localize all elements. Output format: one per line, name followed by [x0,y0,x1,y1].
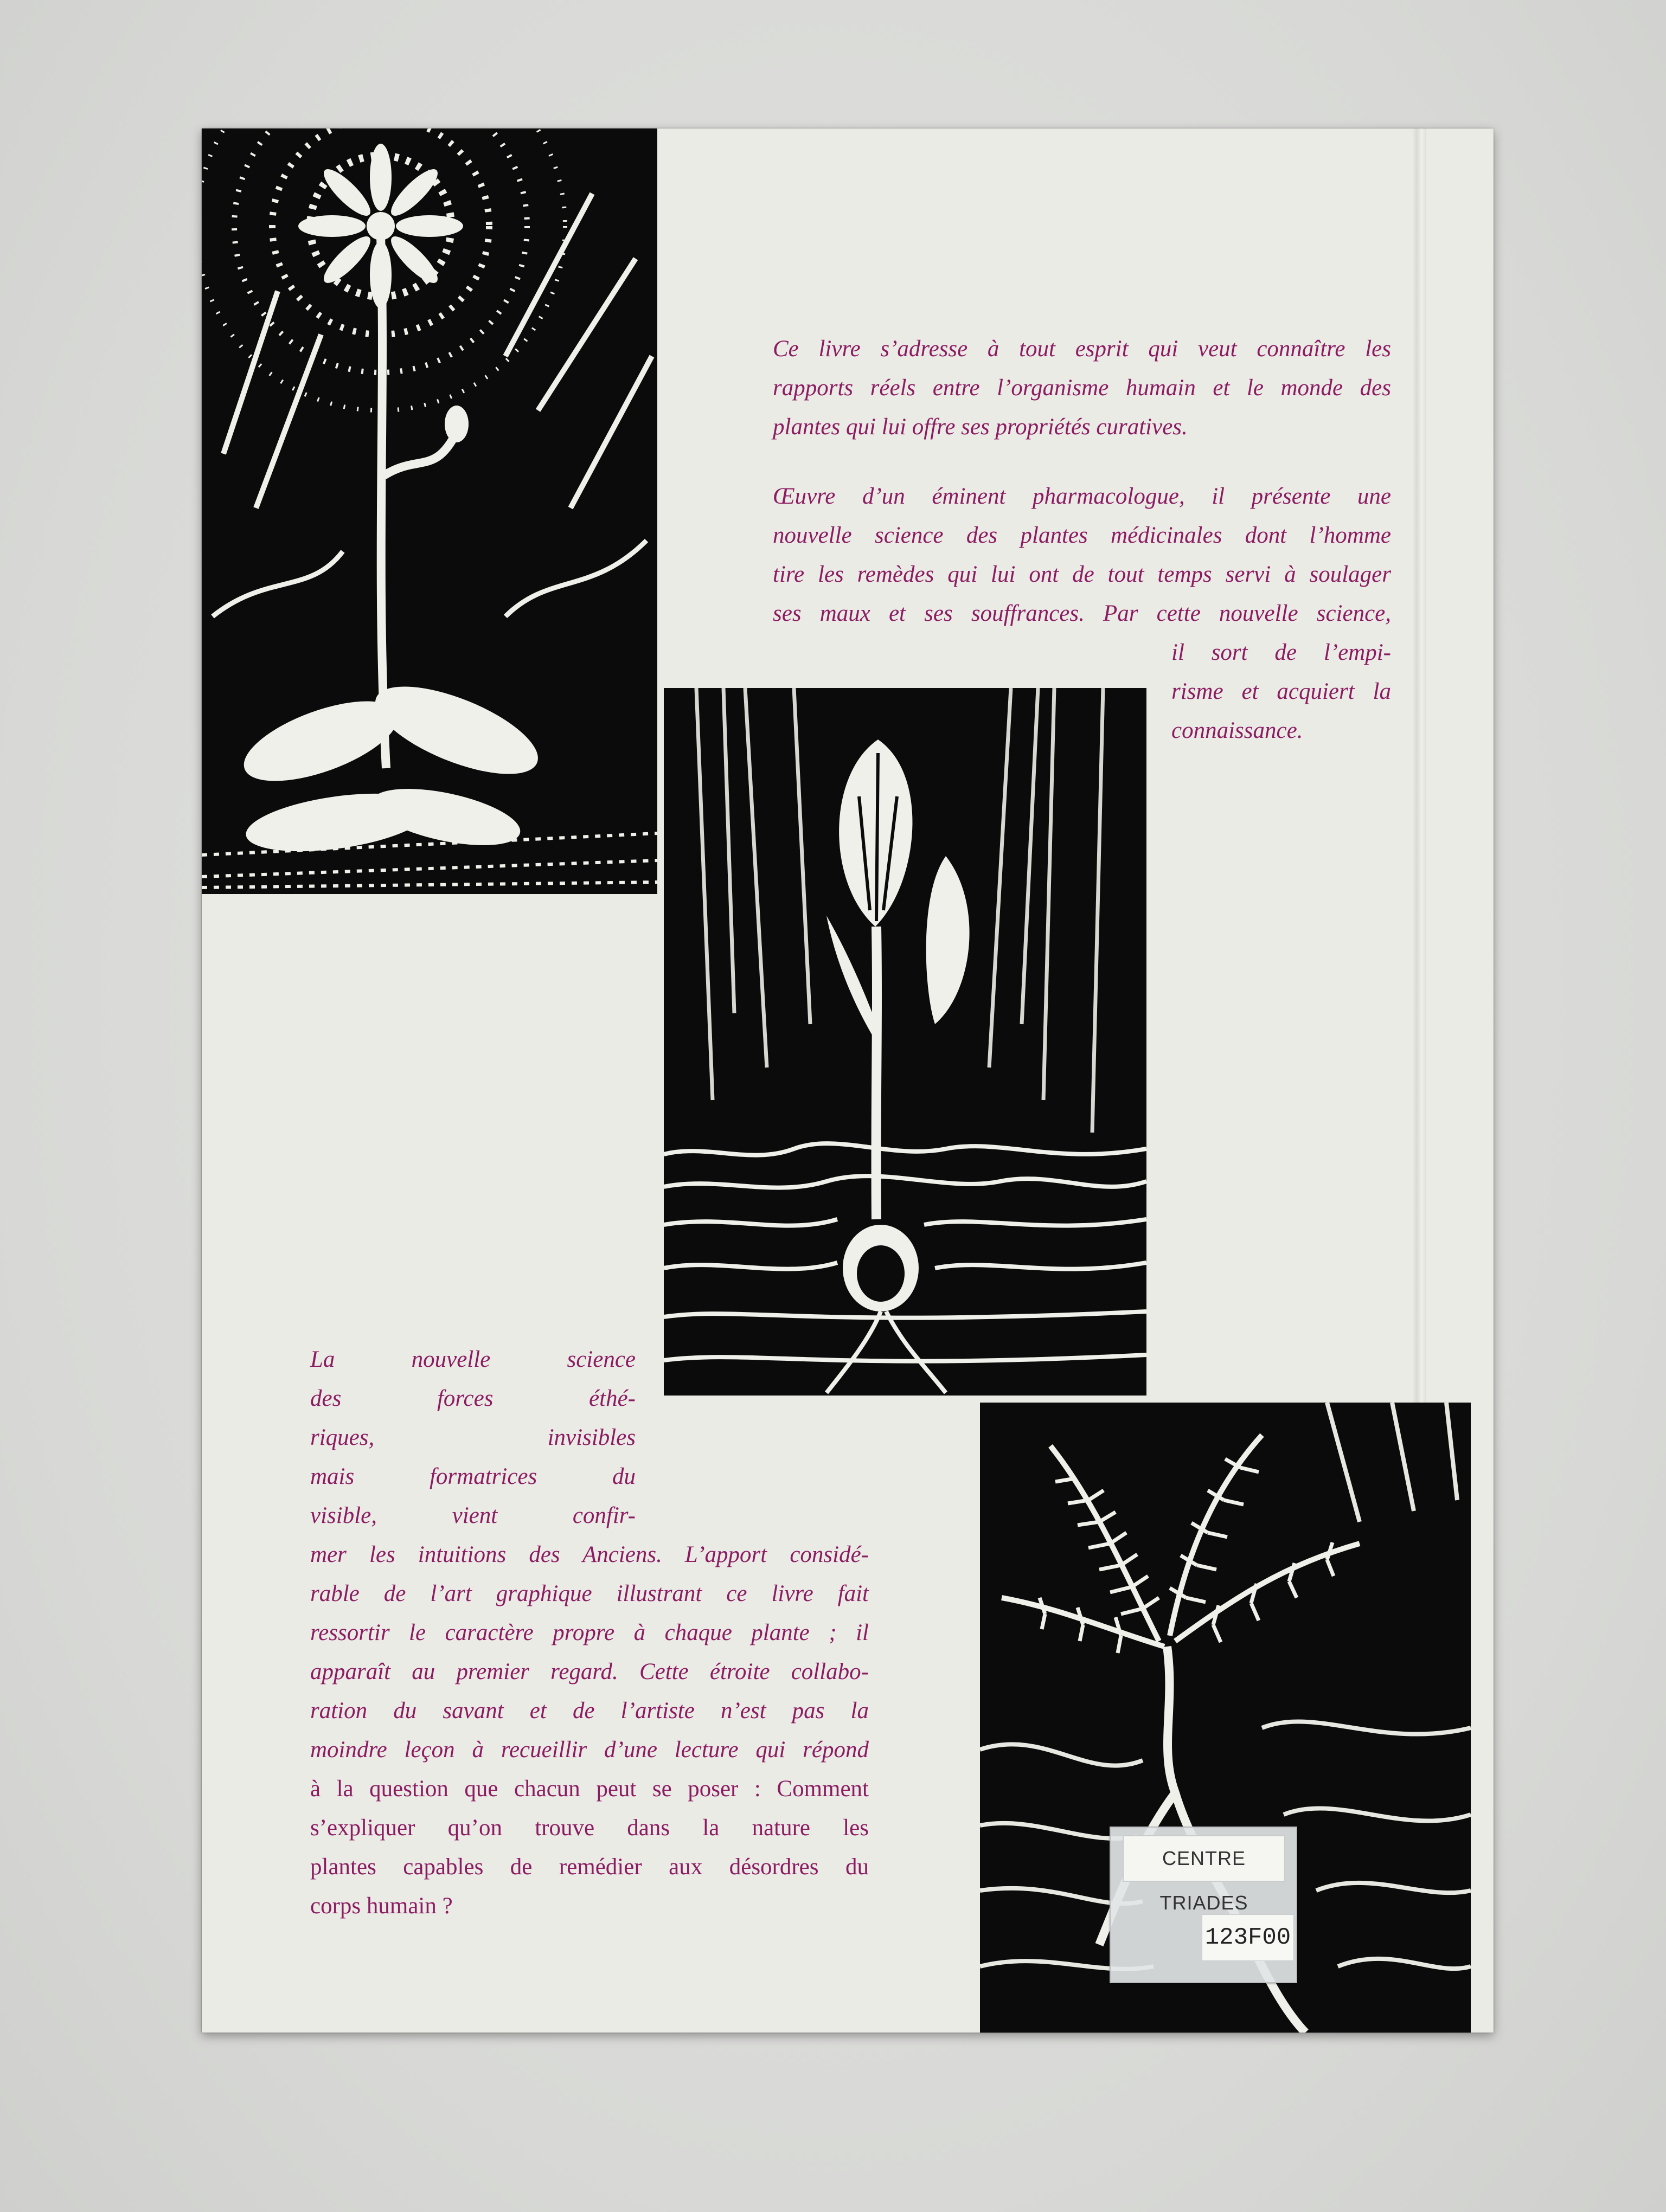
top-blurb-line: tire les remèdes qui lui ont de tout temps servi à soulager [773,562,1391,587]
top-blurb [773,330,1391,750]
bottom-blurb-line: s’expliquer qu’on trouve dans la nature les [310,1815,869,1841]
bottom-blurb-line: riques, invisibles [310,1425,636,1450]
top-blurb-line: plantes qui lui offre ses propriétés curatives. [773,414,1188,440]
bottom-blurb-line: corps humain ? [310,1893,453,1919]
top-blurb-line: il sort de l’empi- [1171,640,1391,665]
top-blurb-line: Œuvre d’un éminent pharmacologue, il présente une [773,484,1391,509]
bottom-blurb-line: à la question que chacun peut se poser : Comment [310,1776,869,1802]
top-blurb-line: risme et acquiert la [1171,679,1391,704]
bottom-blurb-line: plantes capables de remédier aux désordres du [310,1854,869,1880]
price-sticker [1110,1827,1297,1983]
sticker-shop-name: CENTRE TRIADES [1123,1835,1285,1882]
bottom-blurb-line: ressortir le caractère propre à chaque plante ; il [310,1620,869,1645]
top-blurb-line: nouvelle science des plantes médicinales dont l’homme [773,523,1391,548]
top-blurb-line: Ce livre s’adresse à tout esprit qui veut connaître les [773,336,1391,362]
top-blurb-line: rapports réels entre l’organisme humain et le monde des [773,375,1391,401]
sticker-price: 123F00 [1202,1914,1294,1961]
bottom-blurb-line: ration du savant et de l’artiste n’est pas la [310,1698,869,1724]
bottom-blurb-line: des forces éthé- [310,1386,636,1411]
bottom-blurb-line: mer les intuitions des Anciens. L’apport considé- [310,1542,869,1567]
bottom-blurb-line: visible, vient confir- [310,1503,636,1528]
book-back-cover [202,128,1494,2033]
top-blurb-line: connaissance. [1171,718,1303,743]
woodcut-crocus-illustration [664,688,1146,1396]
bottom-blurb-line: La nouvelle science [310,1347,636,1372]
woodcut-flower-illustration [202,128,657,894]
top-blurb-line: ses maux et ses souffrances. Par cette nouvelle science, [773,601,1391,626]
bottom-blurb-line: apparaît au premier regard. Cette étroite collabo- [310,1659,869,1684]
bottom-blurb [310,1340,869,1926]
bottom-blurb-line: mais formatrices du [310,1464,636,1489]
bottom-blurb-line: rable de l’art graphique illustrant ce livre fait [310,1581,869,1606]
bottom-blurb-line: moindre leçon à recueillir d’une lecture qui répond [310,1737,869,1763]
